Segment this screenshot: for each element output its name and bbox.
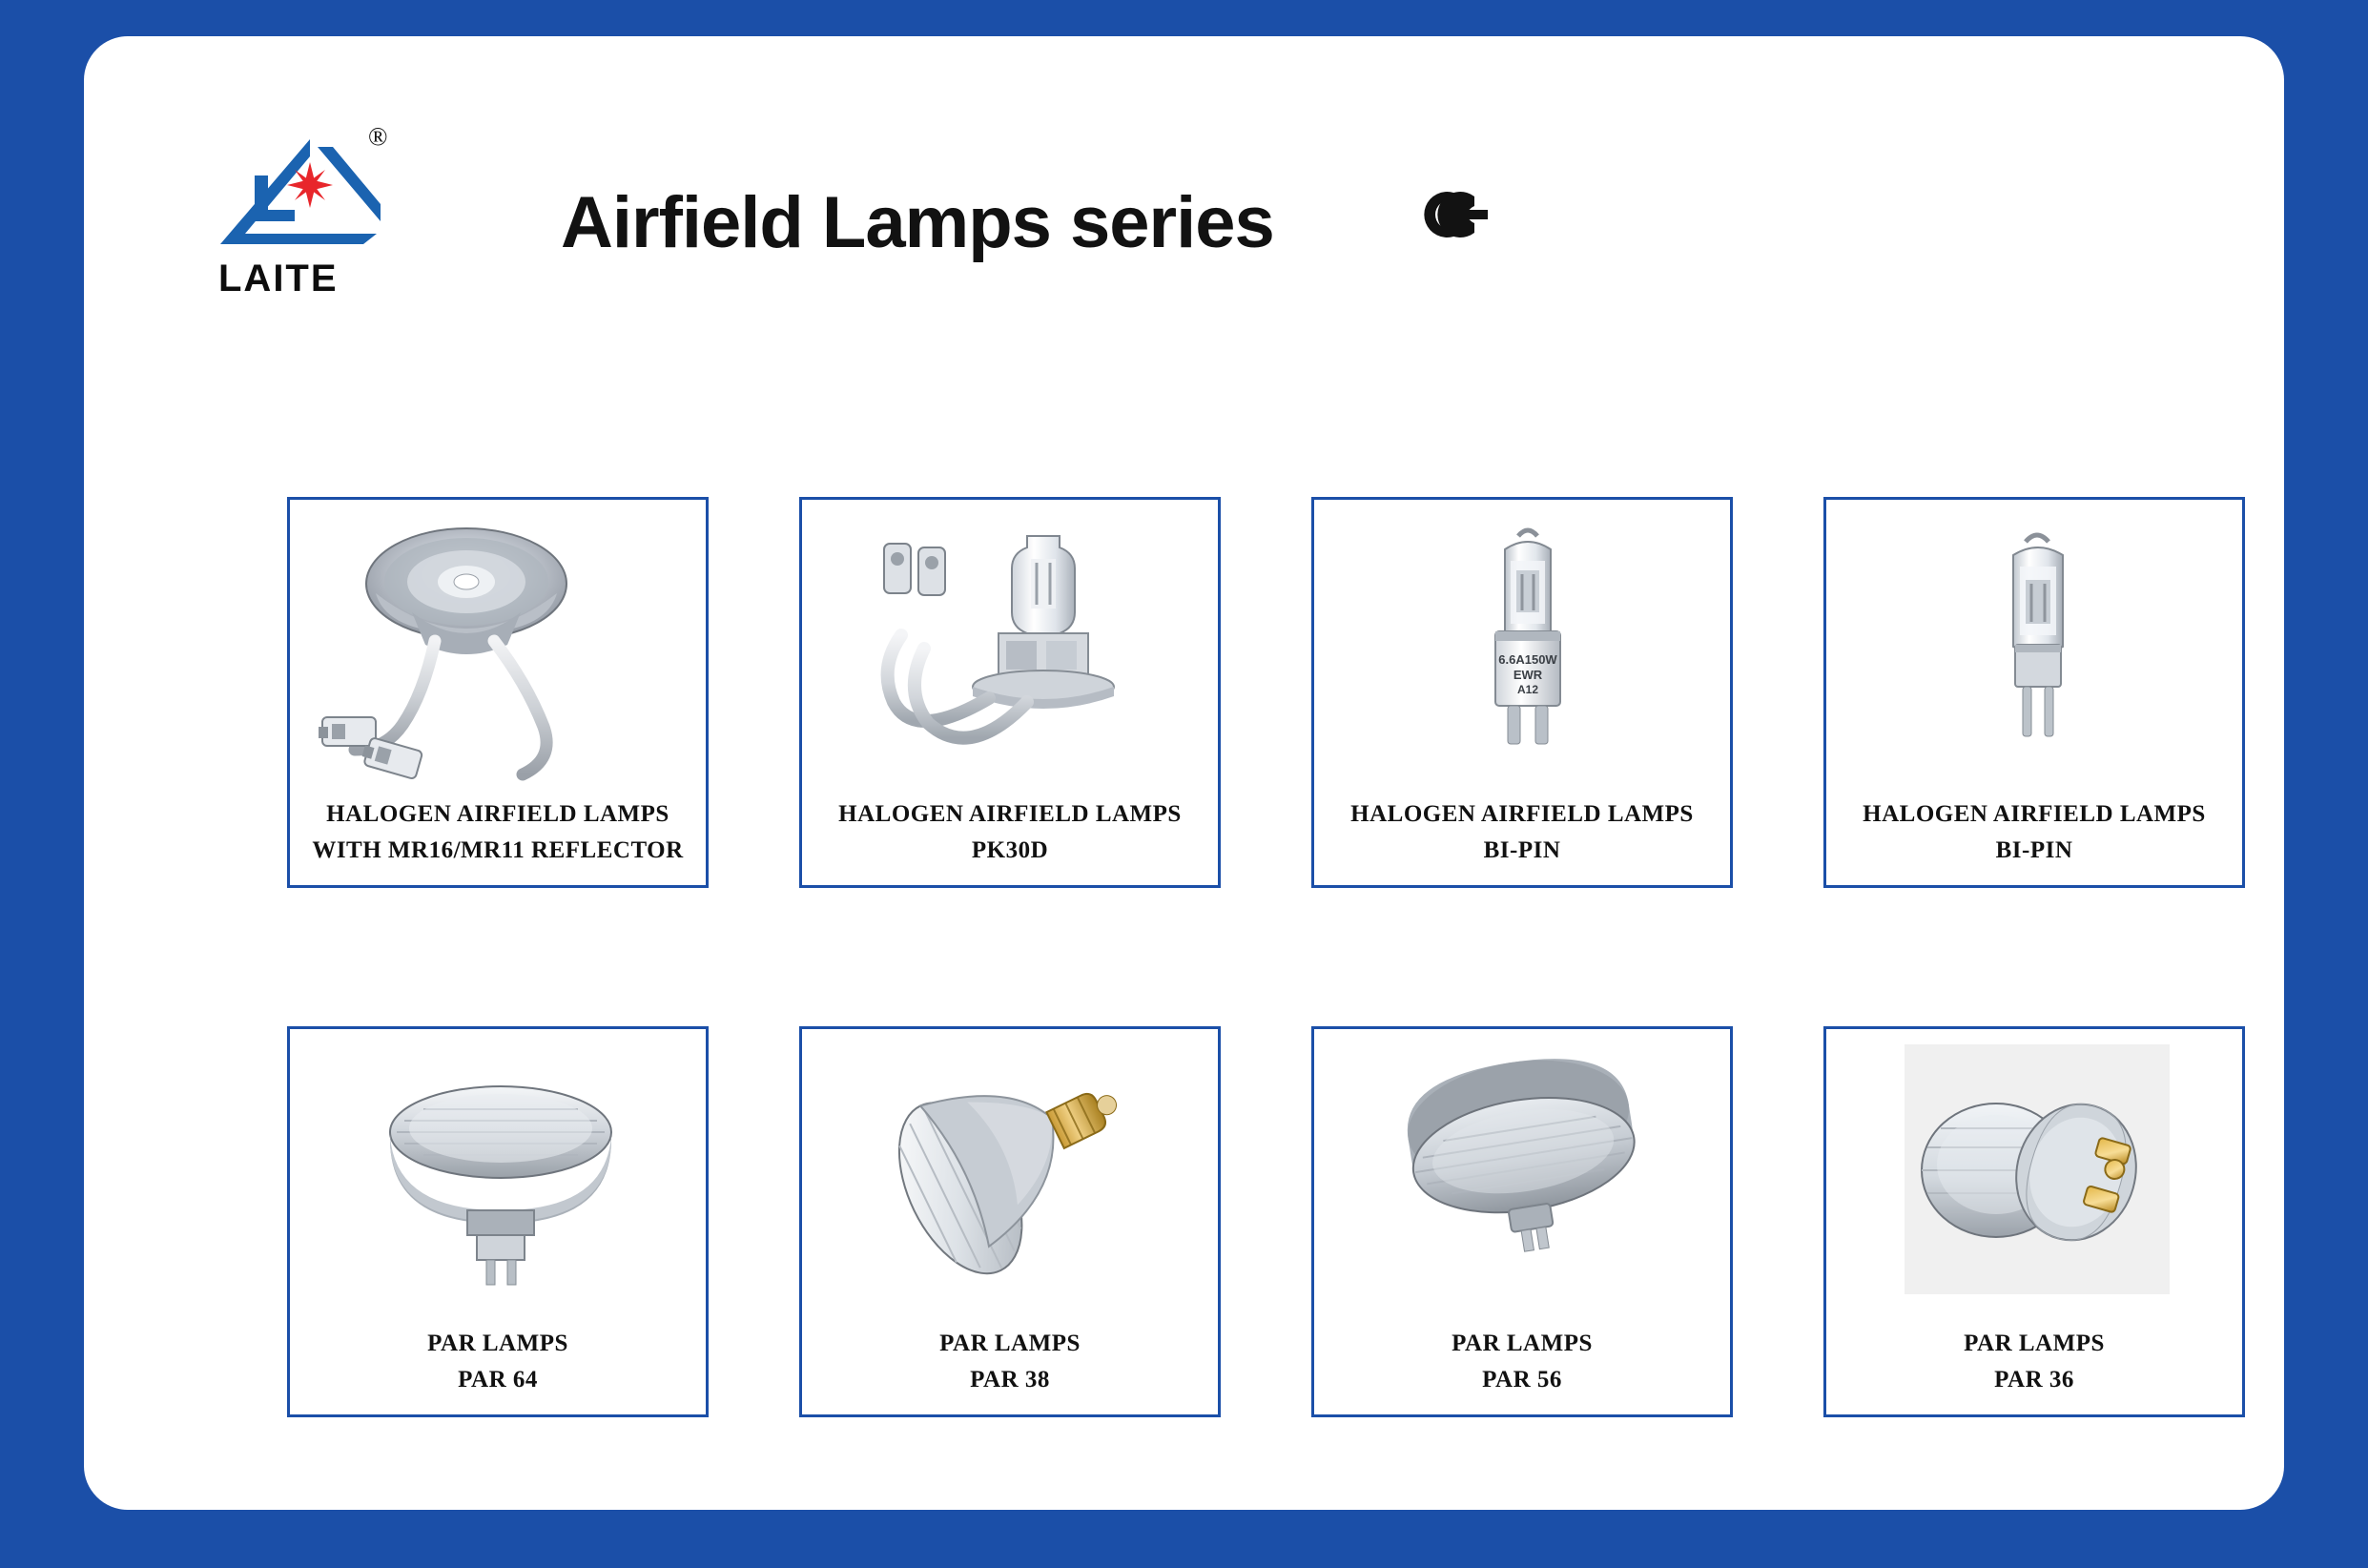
svg-text:EWR: EWR — [1513, 668, 1543, 682]
product-caption-line1: PAR LAMPS — [1964, 1331, 2105, 1356]
product-caption-line2: PAR 64 — [458, 1366, 538, 1393]
product-caption-line1: HALOGEN AIRFIELD LAMPS — [1350, 801, 1694, 827]
product-cell-3[interactable] — [1311, 497, 1733, 888]
product-caption-line2: PAR 56 — [1482, 1366, 1562, 1393]
product-caption-line1: PAR LAMPS — [427, 1331, 568, 1356]
registered-trademark-icon: ® — [368, 122, 388, 151]
svg-text:A12: A12 — [1516, 683, 1539, 696]
product-caption-6 — [802, 1326, 1218, 1397]
product-caption-line2: BI-PIN — [1995, 836, 2073, 863]
product-caption-7 — [1314, 1326, 1730, 1397]
product-caption-5 — [290, 1326, 706, 1397]
svg-text:6.6A150W: 6.6A150W — [1498, 652, 1557, 667]
product-caption-3 — [1314, 796, 1730, 868]
par38-lamp-photo — [802, 1029, 1218, 1315]
product-cell-5[interactable] — [287, 1026, 709, 1417]
product-caption-1 — [290, 796, 706, 868]
par64-lamp-photo — [290, 1029, 706, 1315]
content-card — [84, 36, 2284, 1510]
halogen-bipin-lamp-photo — [1314, 500, 1730, 786]
brand-name: LAITE — [218, 258, 339, 299]
product-grid — [84, 36, 2284, 1510]
halogen-bipin-small-lamp-photo — [1826, 500, 2242, 786]
product-cell-1[interactable] — [287, 497, 709, 888]
product-cell-6[interactable] — [799, 1026, 1221, 1417]
halogen-reflector-lamp-photo — [290, 500, 706, 786]
product-caption-line1: HALOGEN AIRFIELD LAMPS — [838, 801, 1182, 827]
product-caption-line2: WITH MR16/MR11 REFLECTOR — [312, 836, 684, 863]
product-caption-line1: PAR LAMPS — [1452, 1331, 1593, 1356]
product-caption-line2: PK30D — [971, 836, 1049, 863]
product-cell-4[interactable] — [1823, 497, 2245, 888]
product-cell-7[interactable] — [1311, 1026, 1733, 1417]
product-caption-4 — [1826, 796, 2242, 868]
product-caption-line1: HALOGEN AIRFIELD LAMPS — [1863, 801, 2206, 827]
product-cell-8[interactable] — [1823, 1026, 2245, 1417]
product-cell-2[interactable] — [799, 497, 1221, 888]
par56-lamp-photo — [1314, 1029, 1730, 1315]
page-title: Airfield Lamps series — [561, 182, 1274, 263]
product-caption-line1: HALOGEN AIRFIELD LAMPS — [326, 801, 669, 827]
product-caption-8 — [1826, 1326, 2242, 1397]
product-caption-line2: PAR 36 — [1994, 1366, 2074, 1393]
product-caption-line1: PAR LAMPS — [939, 1331, 1081, 1356]
product-caption-2 — [802, 796, 1218, 868]
product-caption-line2: BI-PIN — [1483, 836, 1561, 863]
product-caption-line2: PAR 38 — [970, 1366, 1050, 1393]
halogen-pk30d-lamp-photo — [802, 500, 1218, 786]
par36-lamp-photo — [1826, 1029, 2242, 1315]
